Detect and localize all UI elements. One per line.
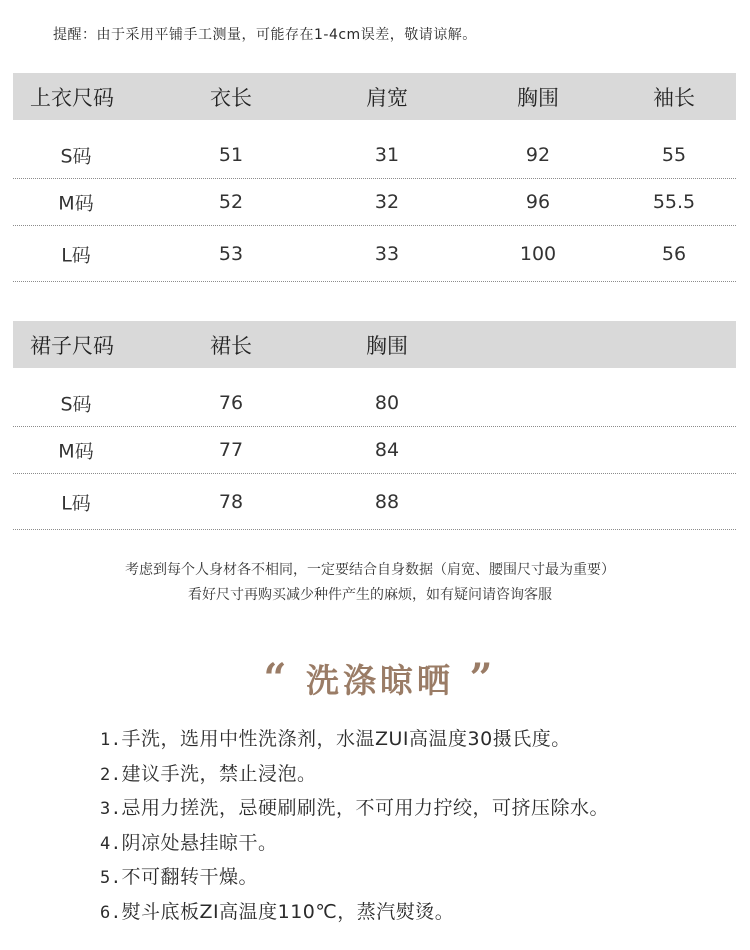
value-cell: 100 [519,242,557,265]
header-chest: 胸围 [366,333,408,358]
value-cell: 33 [374,242,400,265]
table-row [13,427,736,474]
value-cell: 77 [218,439,244,461]
top-size-table [13,73,736,282]
header-skirt-size: 裙子尺码 [30,333,114,358]
skirt-size-table [13,321,736,530]
table-row [13,179,736,226]
size-cell: S码 [60,393,92,416]
list-item: 3.忌用力搓洗，忌硬刷刷洗，不可用力拧绞，可挤压除水。 [100,797,609,819]
care-instructions-list [100,722,609,929]
value-cell: 32 [374,191,400,213]
value-cell: 56 [661,242,687,265]
header-skirt-length: 裙长 [210,333,252,358]
table-row [13,120,736,179]
list-item: 4.阴凉处悬挂晾干。 [100,831,278,854]
size-cell: L码 [61,492,91,514]
table-row [13,226,736,282]
top-table-header [13,73,736,120]
list-item: 6.熨斗底板ZI高温度110℃，蒸汽熨烫。 [100,900,455,923]
list-item: 5.不可翻转干燥。 [100,866,258,888]
header-top-size: 上衣尺码 [30,85,114,110]
size-cell: M码 [58,440,94,463]
size-advice-line-1: 考虑到每个人身材各不相同，一定要结合自身数据（肩宽、腰围尺寸最为重要） [125,562,615,578]
value-cell: 31 [374,143,400,166]
care-section-title [0,655,750,702]
size-cell: M码 [58,192,94,215]
value-cell: 84 [374,439,400,461]
value-cell: 96 [525,191,551,213]
value-cell: 55.5 [652,191,696,213]
open-quote: “ [263,655,291,702]
list-item: 2.建议手洗，禁止浸泡。 [100,762,317,785]
value-cell: 80 [374,391,400,414]
list-item: 1.手洗，选用中性洗涤剂，水温ZUI高温度30摄氏度。 [100,728,571,750]
table-row [13,368,736,427]
care-title-text: 洗涤晾晒 [306,661,454,700]
header-length: 衣长 [210,85,252,110]
size-advice-note [0,558,740,608]
table-row [13,474,736,530]
measurement-notice: 提醒：由于采用平铺手工测量，可能存在1-4cm误差，敬请谅解。 [53,27,477,43]
value-cell: 92 [525,143,551,166]
value-cell: 88 [374,490,400,513]
value-cell: 76 [218,391,244,414]
size-cell: S码 [60,145,92,168]
value-cell: 53 [218,242,244,265]
header-sleeve: 袖长 [653,85,695,110]
skirt-table-header [13,321,736,368]
value-cell: 78 [218,490,244,513]
header-chest: 胸围 [517,85,559,110]
close-quote: ” [469,655,497,702]
size-advice-line-2: 看好尺寸再购买减少种件产生的麻烦，如有疑问请咨询客服 [188,587,552,603]
size-cell: L码 [61,244,91,266]
value-cell: 55 [661,143,687,166]
header-shoulder: 肩宽 [366,85,408,110]
value-cell: 52 [218,191,244,213]
value-cell: 51 [218,143,244,166]
